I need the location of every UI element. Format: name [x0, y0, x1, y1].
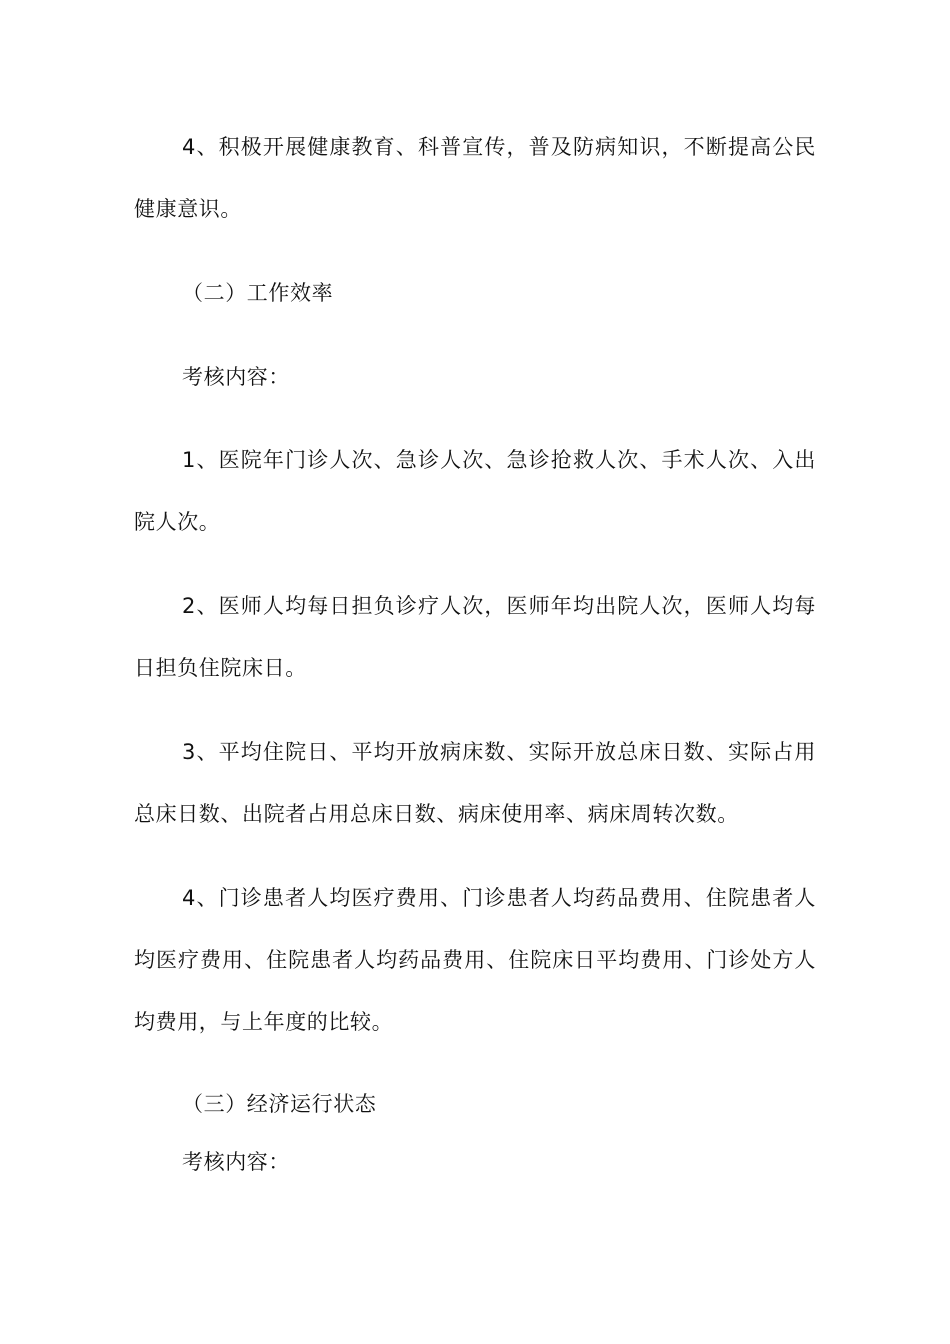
assessment-content-label: 考核内容：	[182, 365, 290, 389]
assessment-content-label-2: 考核内容：	[182, 1150, 290, 1174]
paragraph-patient-visits: 1、医院年门诊人次、急诊人次、急诊抢救人次、手术人次、入出院人次。	[134, 448, 816, 534]
paragraph-health-education: 4、积极开展健康教育、科普宣传，普及防病知识，不断提高公民健康意识。	[134, 135, 816, 221]
paragraph-physician-workload: 2、医师人均每日担负诊疗人次，医师年均出院人次，医师人均每日担负住院床日。	[134, 594, 816, 680]
section-heading-work-efficiency: （二）工作效率	[182, 281, 334, 305]
paragraph-bed-statistics: 3、平均住院日、平均开放病床数、实际开放总床日数、实际占用总床日数、出院者占用总床日数、病床使用率、病床周转次数。	[134, 740, 816, 826]
paragraph-medical-costs: 4、门诊患者人均医疗费用、门诊患者人均药品费用、住院患者人均医疗费用、住院患者人均药品费用、住院床日平均费用、门诊处方人均费用，与上年度的比较。	[134, 886, 816, 1034]
section-heading-economic-operation: （三）经济运行状态	[182, 1092, 377, 1116]
